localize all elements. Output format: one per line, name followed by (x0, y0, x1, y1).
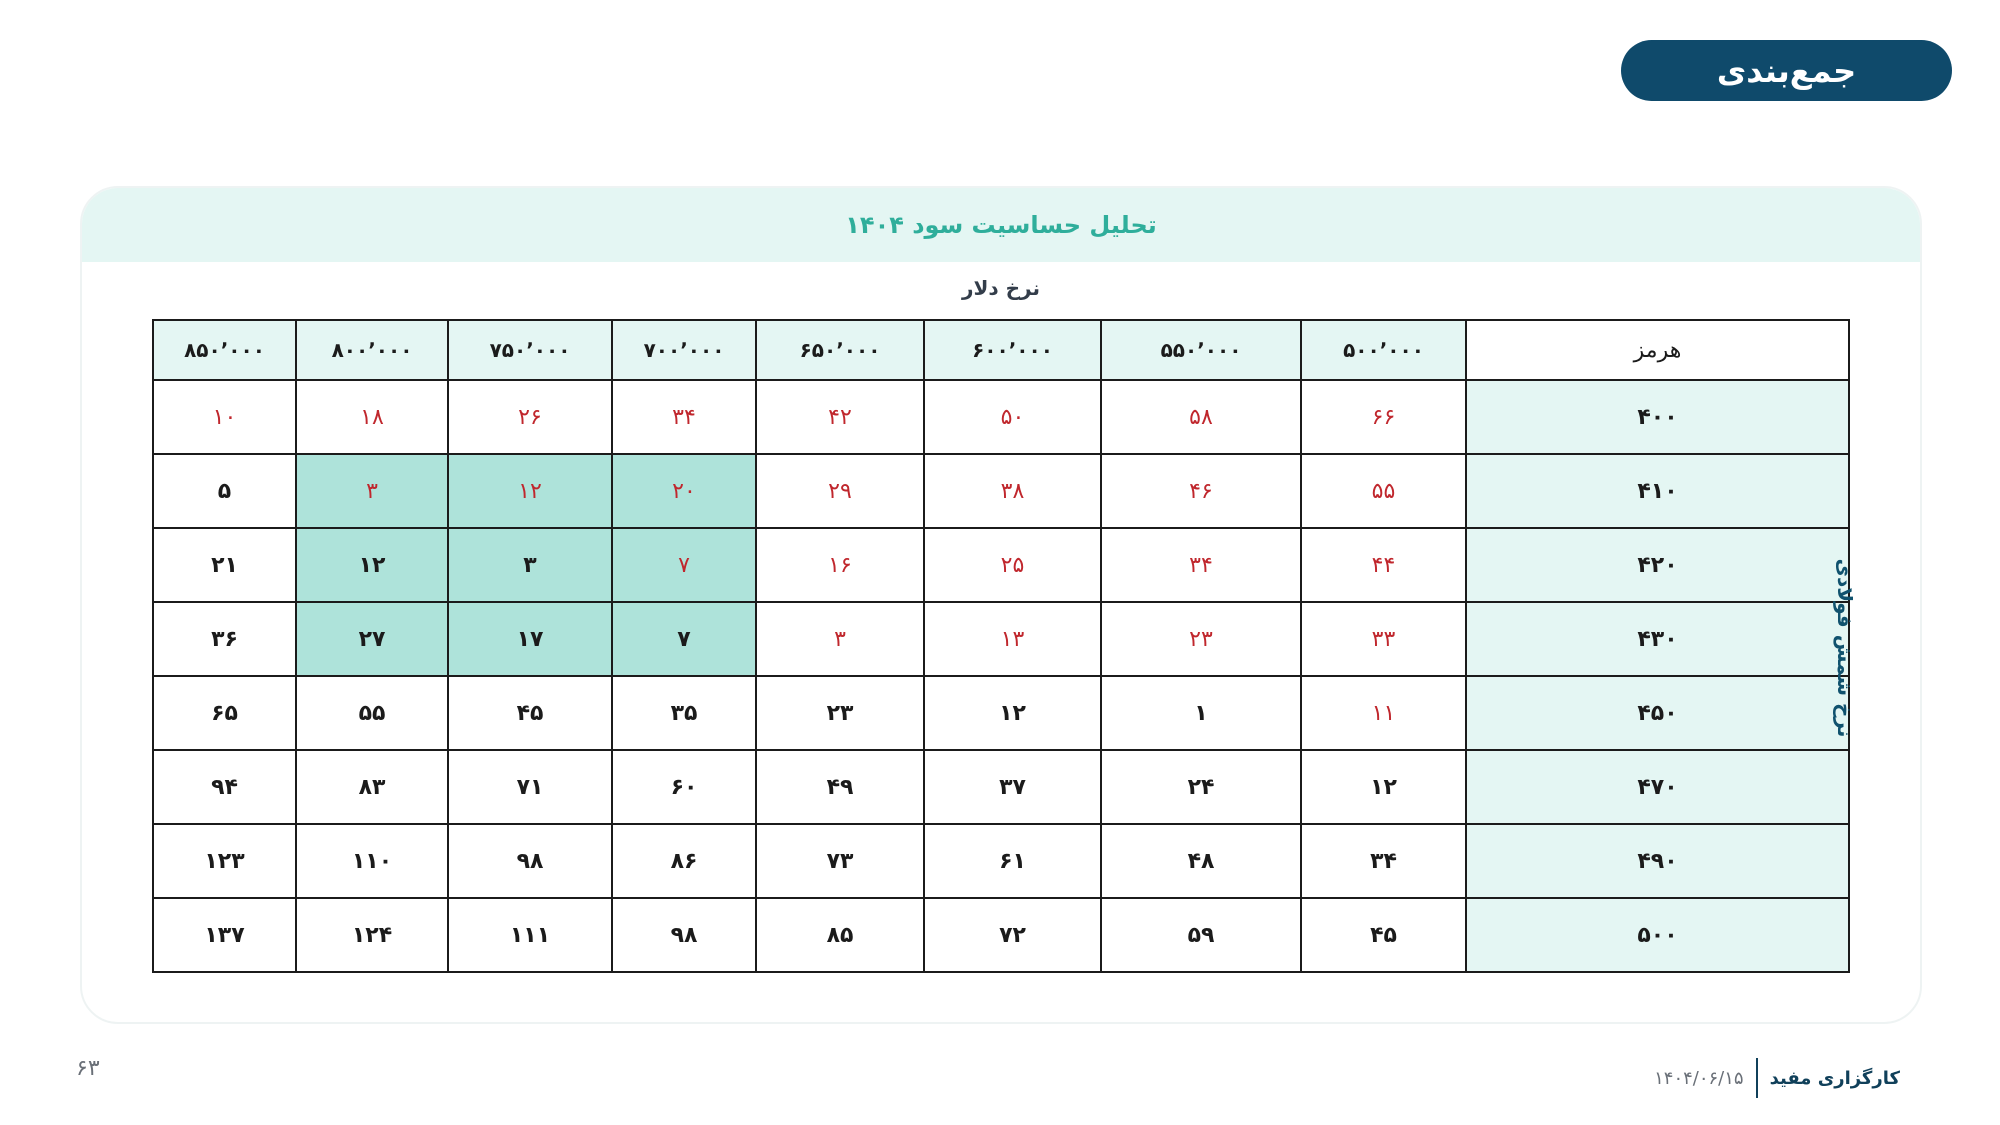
column-header: ۶۵۰٬۰۰۰ (756, 320, 924, 380)
row-header: ۴۱۰ (1466, 454, 1849, 528)
table-cell: ۲۱ (153, 528, 296, 602)
sensitivity-table (152, 319, 1850, 973)
row-header: ۴۰۰ (1466, 380, 1849, 454)
row-header: ۴۲۰ (1466, 528, 1849, 602)
table-cell: ۱۲۴ (296, 898, 448, 972)
table-cell: ۵۰ (924, 380, 1101, 454)
table-header-row (153, 320, 1849, 380)
table-cell: ۲۳ (756, 676, 924, 750)
table-cell: ۱ (1101, 676, 1301, 750)
column-header: ۶۰۰٬۰۰۰ (924, 320, 1101, 380)
row-axis-label: نرخ شمش فولادی (1833, 558, 1857, 738)
table-cell: ۱۱۰ (296, 824, 448, 898)
row-header: ۴۹۰ (1466, 824, 1849, 898)
table-cell: ۱۲ (1301, 750, 1466, 824)
column-header: ۵۵۰٬۰۰۰ (1101, 320, 1301, 380)
table-cell: ۷۱ (448, 750, 612, 824)
table-cell: ۹۸ (612, 898, 756, 972)
table-cell: ۳ (296, 454, 448, 528)
table-cell: ۲۳ (1101, 602, 1301, 676)
table-cell: ۱۸ (296, 380, 448, 454)
row-header: ۵۰۰ (1466, 898, 1849, 972)
report-date: ۱۴۰۴/۰۶/۱۵ (1654, 1067, 1744, 1089)
table-cell: ۹۸ (448, 824, 612, 898)
table-body (153, 380, 1849, 972)
column-header: ۵۰۰٬۰۰۰ (1301, 320, 1466, 380)
table-cell: ۲۶ (448, 380, 612, 454)
table-row (153, 750, 1849, 824)
table-cell: ۲۴ (1101, 750, 1301, 824)
table-cell: ۳۶ (153, 602, 296, 676)
table-row (153, 380, 1849, 454)
table-cell: ۴۵ (448, 676, 612, 750)
table-cell: ۶۵ (153, 676, 296, 750)
table-cell: ۹۴ (153, 750, 296, 824)
row-header: ۴۷۰ (1466, 750, 1849, 824)
table-cell: ۷۲ (924, 898, 1101, 972)
table-row (153, 676, 1849, 750)
table-cell: ۱۲ (448, 454, 612, 528)
table-cell: ۲۵ (924, 528, 1101, 602)
column-header: ۷۰۰٬۰۰۰ (612, 320, 756, 380)
table-cell: ۳۴ (1101, 528, 1301, 602)
table-cell: ۷۳ (756, 824, 924, 898)
table-cell: ۱۰ (153, 380, 296, 454)
table-cell: ۱۳ (924, 602, 1101, 676)
table-cell: ۵۹ (1101, 898, 1301, 972)
page-number: ۶۳ (76, 1056, 100, 1081)
table-row (153, 528, 1849, 602)
footer-divider (1756, 1058, 1758, 1098)
table-row (153, 824, 1849, 898)
table-cell: ۸۵ (756, 898, 924, 972)
table-cell: ۴۴ (1301, 528, 1466, 602)
table-cell: ۱۱ (1301, 676, 1466, 750)
table-cell: ۴۵ (1301, 898, 1466, 972)
table-cell: ۲۹ (756, 454, 924, 528)
table-cell: ۱۲ (296, 528, 448, 602)
column-header: ۸۵۰٬۰۰۰ (153, 320, 296, 380)
table-cell: ۳۴ (1301, 824, 1466, 898)
column-header: ۷۵۰٬۰۰۰ (448, 320, 612, 380)
table-cell: ۴۸ (1101, 824, 1301, 898)
table-cell: ۳۴ (612, 380, 756, 454)
table-cell: ۳ (756, 602, 924, 676)
brand-name: کارگزاری مفید (1769, 1067, 1900, 1089)
table-cell: ۱۳۷ (153, 898, 296, 972)
table-cell: ۷ (612, 602, 756, 676)
table-cell: ۴۹ (756, 750, 924, 824)
table-cell: ۲۰ (612, 454, 756, 528)
table-row (153, 898, 1849, 972)
table-cell: ۳۸ (924, 454, 1101, 528)
table-corner-label: هرمز (1466, 320, 1849, 380)
sensitivity-card (80, 186, 1922, 1024)
table-cell: ۱۲۳ (153, 824, 296, 898)
table-cell: ۵۸ (1101, 380, 1301, 454)
table-cell: ۵۵ (1301, 454, 1466, 528)
row-header: ۴۵۰ (1466, 676, 1849, 750)
table-cell: ۸۶ (612, 824, 756, 898)
table-cell: ۳۳ (1301, 602, 1466, 676)
table-cell: ۱۲ (924, 676, 1101, 750)
table-cell: ۶۶ (1301, 380, 1466, 454)
column-axis-label: نرخ دلار (962, 276, 1040, 300)
table-cell: ۵ (153, 454, 296, 528)
row-header: ۴۳۰ (1466, 602, 1849, 676)
table-cell: ۱۶ (756, 528, 924, 602)
table-row (153, 602, 1849, 676)
table-cell: ۱۷ (448, 602, 612, 676)
table-cell: ۲۷ (296, 602, 448, 676)
table-cell: ۳ (448, 528, 612, 602)
table-cell: ۵۵ (296, 676, 448, 750)
table-cell: ۱۱۱ (448, 898, 612, 972)
table-cell: ۶۰ (612, 750, 756, 824)
table-cell: ۴۲ (756, 380, 924, 454)
table-row (153, 454, 1849, 528)
table-cell: ۳۵ (612, 676, 756, 750)
page-title: جمع‌بندی (1621, 40, 1952, 101)
card-title: تحلیل حساسیت سود ۱۴۰۴ (82, 188, 1920, 262)
column-header: ۸۰۰٬۰۰۰ (296, 320, 448, 380)
table-cell: ۶۱ (924, 824, 1101, 898)
table-cell: ۴۶ (1101, 454, 1301, 528)
table-cell: ۳۷ (924, 750, 1101, 824)
table-cell: ۷ (612, 528, 756, 602)
table-cell: ۸۳ (296, 750, 448, 824)
footer-brand (1654, 1058, 1900, 1098)
